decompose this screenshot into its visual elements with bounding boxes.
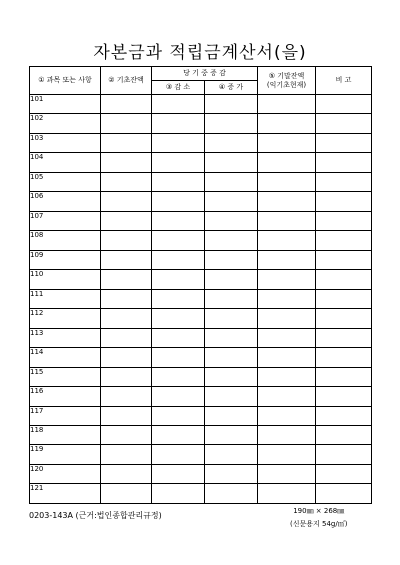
decrease-cell[interactable]	[152, 425, 205, 444]
paper-type: (신문용지 54g/㎡)	[290, 520, 348, 528]
increase-cell[interactable]	[205, 250, 258, 269]
paper-size: 190㎜ × 268㎜	[293, 507, 345, 515]
table-body	[30, 95, 372, 504]
table-row	[30, 231, 372, 250]
form-code: 0203-143A (근거:법인종합관리규정)	[29, 511, 162, 520]
end-balance-cell[interactable]	[258, 387, 316, 406]
increase-cell[interactable]	[205, 328, 258, 347]
remarks-cell[interactable]	[316, 387, 372, 406]
end-balance-cell[interactable]	[258, 309, 316, 328]
subject-cell[interactable]: 121	[30, 484, 101, 504]
subject-cell[interactable]: 106	[30, 192, 101, 211]
table-row	[30, 406, 372, 425]
subject-cell[interactable]: 107	[30, 211, 101, 230]
end-balance-cell[interactable]	[258, 425, 316, 444]
increase-cell[interactable]	[205, 367, 258, 386]
table-row	[30, 309, 372, 328]
capital-reserve-table	[29, 66, 372, 504]
table-row	[30, 387, 372, 406]
table-row	[30, 425, 372, 444]
begin-balance-cell[interactable]	[101, 367, 152, 386]
subject-cell[interactable]: 105	[30, 172, 101, 191]
begin-balance-cell[interactable]	[101, 309, 152, 328]
table-row	[30, 367, 372, 386]
decrease-cell[interactable]	[152, 445, 205, 464]
begin-balance-cell[interactable]	[101, 425, 152, 444]
remarks-cell[interactable]	[316, 95, 372, 114]
end-balance-cell[interactable]	[258, 172, 316, 191]
remarks-cell[interactable]	[316, 231, 372, 250]
header-decrease: ③ 감 소	[152, 81, 205, 95]
decrease-cell[interactable]	[152, 114, 205, 133]
decrease-cell[interactable]	[152, 348, 205, 367]
header-end-balance-line1: ⑤ 기말잔액	[268, 71, 305, 80]
table-row	[30, 95, 372, 114]
remarks-cell[interactable]	[316, 484, 372, 504]
begin-balance-cell[interactable]	[101, 484, 152, 504]
begin-balance-cell[interactable]	[101, 387, 152, 406]
subject-cell[interactable]: 108	[30, 231, 101, 250]
subject-cell[interactable]: 109	[30, 250, 101, 269]
decrease-cell[interactable]	[152, 231, 205, 250]
table-row	[30, 172, 372, 191]
remarks-cell[interactable]	[316, 114, 372, 133]
table-row	[30, 464, 372, 483]
end-balance-cell[interactable]	[258, 192, 316, 211]
remarks-cell[interactable]	[316, 172, 372, 191]
increase-cell[interactable]	[205, 153, 258, 172]
table-row	[30, 250, 372, 269]
begin-balance-cell[interactable]	[101, 464, 152, 483]
decrease-cell[interactable]	[152, 387, 205, 406]
subject-cell[interactable]: 119	[30, 445, 101, 464]
increase-cell[interactable]	[205, 348, 258, 367]
increase-cell[interactable]	[205, 114, 258, 133]
remarks-cell[interactable]	[316, 250, 372, 269]
table-row	[30, 348, 372, 367]
end-balance-cell[interactable]	[258, 211, 316, 230]
table-row	[30, 484, 372, 504]
subject-cell[interactable]: 103	[30, 133, 101, 152]
header-end-balance-line2: (익기초현재)	[266, 80, 307, 89]
begin-balance-cell[interactable]	[101, 289, 152, 308]
end-balance-cell[interactable]	[258, 153, 316, 172]
header-increase: ④ 증 가	[205, 81, 258, 95]
remarks-cell[interactable]	[316, 425, 372, 444]
increase-cell[interactable]	[205, 425, 258, 444]
begin-balance-cell[interactable]	[101, 133, 152, 152]
increase-cell[interactable]	[205, 445, 258, 464]
decrease-cell[interactable]	[152, 270, 205, 289]
table-row	[30, 114, 372, 133]
table-row	[30, 270, 372, 289]
header-remarks: 비 고	[316, 67, 372, 95]
end-balance-cell[interactable]	[258, 231, 316, 250]
end-balance-cell[interactable]	[258, 250, 316, 269]
decrease-cell[interactable]	[152, 250, 205, 269]
subject-cell[interactable]: 117	[30, 406, 101, 425]
table-row	[30, 328, 372, 347]
begin-balance-cell[interactable]	[101, 192, 152, 211]
end-balance-cell[interactable]	[258, 328, 316, 347]
subject-cell[interactable]: 101	[30, 95, 101, 114]
header-change-group: 당 기 중 증 감	[152, 67, 258, 81]
subject-cell[interactable]: 116	[30, 387, 101, 406]
begin-balance-cell[interactable]	[101, 328, 152, 347]
begin-balance-cell[interactable]	[101, 445, 152, 464]
end-balance-cell[interactable]	[258, 270, 316, 289]
remarks-cell[interactable]	[316, 445, 372, 464]
table-row	[30, 133, 372, 152]
end-balance-cell[interactable]	[258, 367, 316, 386]
subject-cell[interactable]: 113	[30, 328, 101, 347]
decrease-cell[interactable]	[152, 211, 205, 230]
table-row	[30, 445, 372, 464]
subject-cell[interactable]: 112	[30, 309, 101, 328]
paper-spec	[290, 505, 347, 531]
begin-balance-cell[interactable]	[101, 172, 152, 191]
decrease-cell[interactable]	[152, 406, 205, 425]
increase-cell[interactable]	[205, 387, 258, 406]
increase-cell[interactable]	[205, 211, 258, 230]
end-balance-cell[interactable]	[258, 289, 316, 308]
subject-cell[interactable]: 110	[30, 270, 101, 289]
begin-balance-cell[interactable]	[101, 211, 152, 230]
increase-cell[interactable]	[205, 270, 258, 289]
subject-cell[interactable]: 111	[30, 289, 101, 308]
increase-cell[interactable]	[205, 172, 258, 191]
form-title: 자본금과 적립금계산서(을)	[93, 43, 307, 63]
subject-cell[interactable]: 115	[30, 367, 101, 386]
decrease-cell[interactable]	[152, 289, 205, 308]
increase-cell[interactable]	[205, 231, 258, 250]
remarks-cell[interactable]	[316, 192, 372, 211]
header-end-balance	[258, 67, 316, 95]
subject-cell[interactable]: 118	[30, 425, 101, 444]
remarks-cell[interactable]	[316, 153, 372, 172]
remarks-cell[interactable]	[316, 289, 372, 308]
decrease-cell[interactable]	[152, 367, 205, 386]
decrease-cell[interactable]	[152, 328, 205, 347]
decrease-cell[interactable]	[152, 464, 205, 483]
remarks-cell[interactable]	[316, 348, 372, 367]
subject-cell[interactable]: 104	[30, 153, 101, 172]
increase-cell[interactable]	[205, 484, 258, 504]
end-balance-cell[interactable]	[258, 114, 316, 133]
begin-balance-cell[interactable]	[101, 348, 152, 367]
end-balance-cell[interactable]	[258, 95, 316, 114]
remarks-cell[interactable]	[316, 270, 372, 289]
remarks-cell[interactable]	[316, 406, 372, 425]
remarks-cell[interactable]	[316, 328, 372, 347]
remarks-cell[interactable]	[316, 211, 372, 230]
end-balance-cell[interactable]	[258, 484, 316, 504]
decrease-cell[interactable]	[152, 95, 205, 114]
begin-balance-cell[interactable]	[101, 250, 152, 269]
begin-balance-cell[interactable]	[101, 270, 152, 289]
table-row	[30, 153, 372, 172]
end-balance-cell[interactable]	[258, 348, 316, 367]
begin-balance-cell[interactable]	[101, 231, 152, 250]
table-row	[30, 192, 372, 211]
begin-balance-cell[interactable]	[101, 95, 152, 114]
decrease-cell[interactable]	[152, 192, 205, 211]
table-row	[30, 289, 372, 308]
subject-cell[interactable]: 120	[30, 464, 101, 483]
header-subject: ① 과목 또는 사항	[30, 67, 101, 95]
remarks-cell[interactable]	[316, 133, 372, 152]
remarks-cell[interactable]	[316, 367, 372, 386]
end-balance-cell[interactable]	[258, 464, 316, 483]
increase-cell[interactable]	[205, 406, 258, 425]
increase-cell[interactable]	[205, 309, 258, 328]
decrease-cell[interactable]	[152, 153, 205, 172]
decrease-cell[interactable]	[152, 133, 205, 152]
end-balance-cell[interactable]	[258, 445, 316, 464]
increase-cell[interactable]	[205, 95, 258, 114]
begin-balance-cell[interactable]	[101, 153, 152, 172]
remarks-cell[interactable]	[316, 464, 372, 483]
end-balance-cell[interactable]	[258, 406, 316, 425]
decrease-cell[interactable]	[152, 309, 205, 328]
increase-cell[interactable]	[205, 133, 258, 152]
header-begin-balance: ② 기초잔액	[101, 67, 152, 95]
increase-cell[interactable]	[205, 289, 258, 308]
table-row	[30, 211, 372, 230]
remarks-cell[interactable]	[316, 309, 372, 328]
end-balance-cell[interactable]	[258, 133, 316, 152]
subject-cell[interactable]: 114	[30, 348, 101, 367]
subject-cell[interactable]: 102	[30, 114, 101, 133]
decrease-cell[interactable]	[152, 484, 205, 504]
decrease-cell[interactable]	[152, 172, 205, 191]
begin-balance-cell[interactable]	[101, 406, 152, 425]
increase-cell[interactable]	[205, 192, 258, 211]
increase-cell[interactable]	[205, 464, 258, 483]
begin-balance-cell[interactable]	[101, 114, 152, 133]
